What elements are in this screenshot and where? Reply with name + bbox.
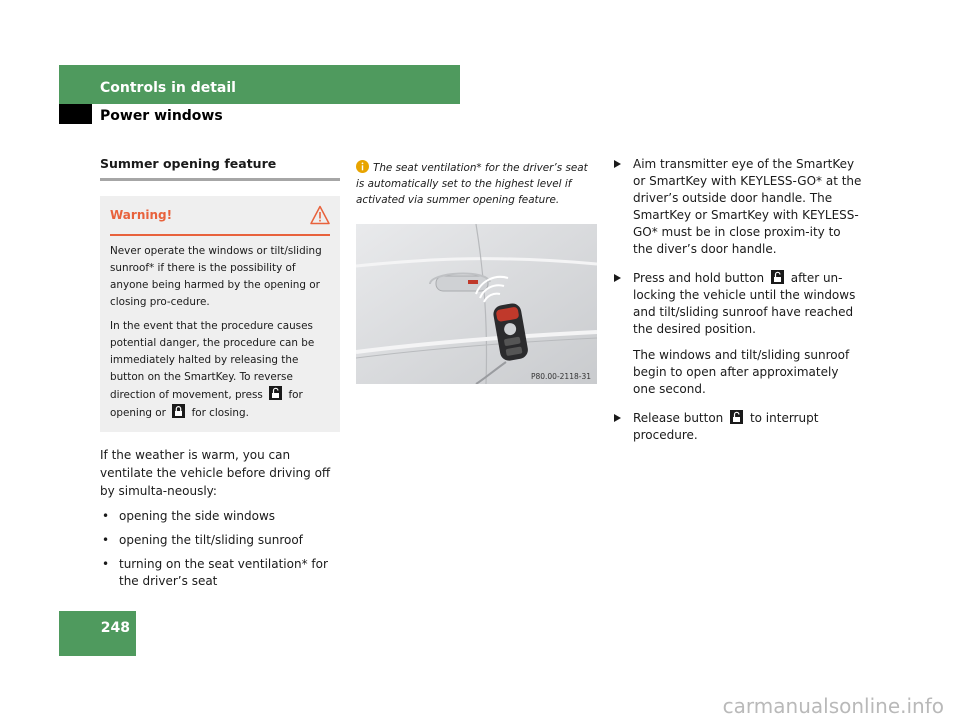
image-code: P80.00-2118-31 (530, 372, 591, 381)
warning-text-2a: In the event that the procedure causes potential danger, the procedure can be immediately halted by releasing the button on the SmartKey. To reverse direction of movement, press (110, 320, 315, 401)
column-left (100, 156, 340, 597)
step-text: after un-locking the vehicle until the windows and tilt/sliding sunroof have reached the desired position. (633, 271, 856, 336)
info-icon (356, 160, 369, 173)
unlock-button-icon (269, 386, 282, 400)
list-item: • turning on the seat ventilation* for the driver’s seat (100, 556, 340, 590)
step-aim-transmitter (612, 156, 862, 258)
ventilation-list (100, 508, 340, 590)
step-text: to interrupt procedure. (633, 411, 819, 442)
warning-text-2c: for closing. (191, 407, 249, 419)
page-number-box (59, 611, 136, 656)
step-arrow-icon (614, 414, 621, 422)
column-middle (356, 160, 597, 384)
smartkey-door-illustration (356, 224, 597, 384)
step-text: Aim transmitter eye of the SmartKey or SmartKey with KEYLESS-GO* at the driver’s outside door handle. The SmartKey or SmartKey with KEYLESS-GO* must be in close proxim-ity to the diver’s door handle. (633, 157, 862, 256)
info-text: The seat ventilation* for the driver’s seat is automatically set to the highest level if activated via summer opening feature. (356, 162, 588, 206)
step-arrow-icon (614, 160, 621, 168)
unlock-button-icon (771, 270, 784, 284)
step-release (612, 410, 862, 444)
feature-heading: Summer opening feature (100, 156, 340, 181)
door-illustration-icon (356, 224, 597, 384)
step-arrow-icon (614, 274, 621, 282)
unlock-button-icon (730, 410, 743, 424)
warning-label: Warning! (110, 208, 173, 222)
step-text: Release button (633, 411, 724, 425)
column-right (612, 156, 862, 456)
info-note (356, 160, 597, 208)
header-marker (59, 104, 92, 124)
step-text: Press and hold button (633, 271, 765, 285)
step-press-hold (612, 270, 862, 338)
warning-triangle-icon (310, 205, 330, 225)
step-note: The windows and tilt/sliding sunroof begin to open after approximately one second. (633, 348, 850, 396)
lock-button-icon (172, 404, 185, 418)
watermark: carmanualsonline.info (722, 694, 944, 718)
list-item: • opening the tilt/sliding sunroof (100, 532, 340, 549)
subsection-title: Power windows (100, 108, 223, 124)
intro-text: If the weather is warm, you can ventilate the vehicle before driving off by simulta-neously: (100, 448, 331, 498)
warning-text-2b: for opening or (110, 389, 303, 419)
list-item: • opening the side windows (100, 508, 340, 525)
warning-box (100, 196, 340, 432)
warning-header (110, 196, 330, 236)
section-title: Controls in detail (100, 80, 236, 96)
page-number: 248 (100, 620, 130, 636)
warning-text-2 (110, 318, 330, 422)
warning-text-1: Never operate the windows or tilt/sliding sunroof* if there is the possibility of anyone being harmed by the opening or closing pro-cedure. (110, 245, 322, 308)
